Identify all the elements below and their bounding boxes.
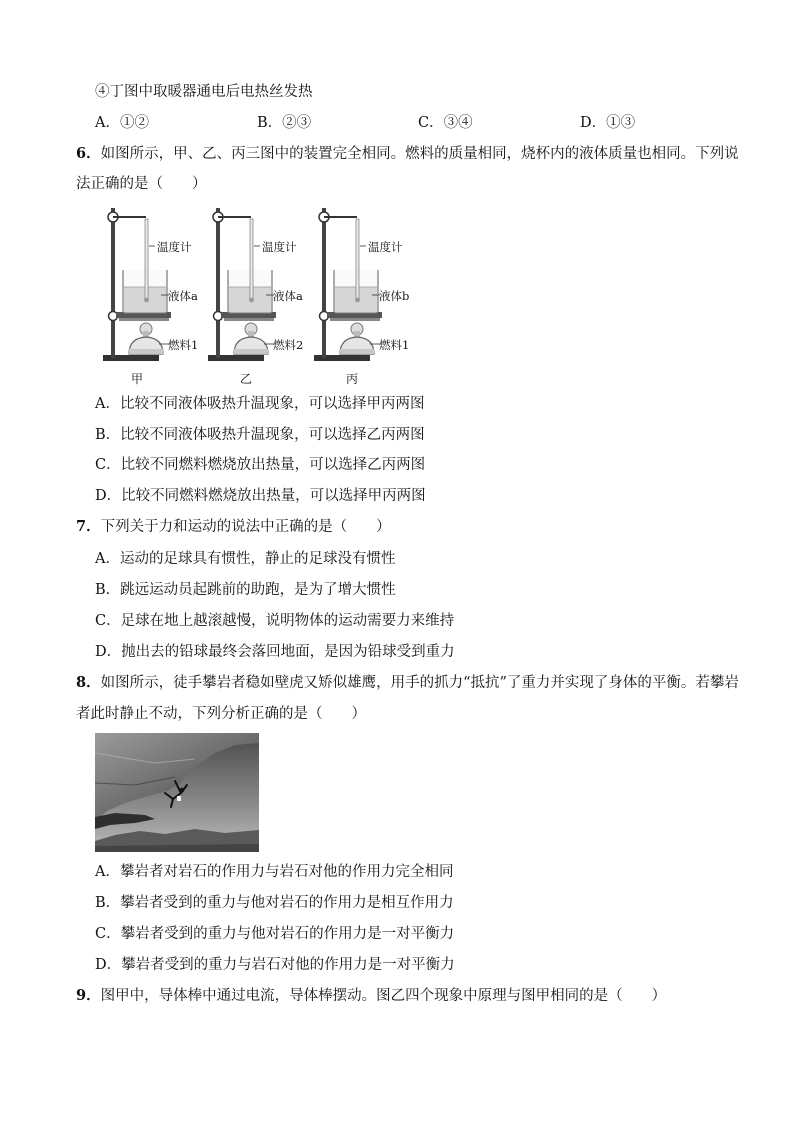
q7-option-d: D．抛出去的铅球最终会落回地面，是因为铅球受到重力: [95, 644, 455, 660]
q5-option-d: D．①③: [580, 115, 636, 131]
fuel-label-jia: 燃料1: [168, 338, 199, 352]
rock-climber-photo: [95, 733, 259, 852]
caption-jia: 甲: [131, 372, 144, 386]
q6-stem-text: 如图所示，甲、乙、丙三图中的装置完全相同。燃料的质量相同，烧杯内的液体质量也相同。下列说: [100, 146, 739, 162]
q9-stem-text: 图甲中，导体棒中通过电流，导体棒摆动。图乙四个现象中原理与图甲相同的是（ ）: [100, 988, 667, 1004]
apparatus-yi: [208, 208, 276, 361]
thermometer-label-yi: 温度计: [262, 240, 297, 254]
fuel-label-bing: 燃料1: [379, 338, 410, 352]
q6-option-c: C．比较不同燃料燃烧放出热量，可以选择乙丙两图: [95, 457, 426, 473]
fuel-label-yi: 燃料2: [273, 338, 304, 352]
q5-option-c: C．③④: [418, 115, 473, 131]
q5-item-4: ④丁图中取暖器通电后电热丝发热: [95, 84, 313, 100]
q6-apparatus-figure: [95, 198, 425, 390]
q7-option-c: C．足球在地上越滚越慢，说明物体的运动需要力来维持: [95, 613, 455, 629]
q9-stem: [76, 986, 666, 1006]
q6-option-a: A．比较不同液体吸热升温现象，可以选择甲丙两图: [95, 396, 425, 412]
q8-option-c: C．攀岩者受到的重力与他对岩石的作用力是一对平衡力: [95, 926, 455, 942]
q7-number: 7．: [76, 518, 101, 535]
q7-option-a: A．运动的足球具有惯性，静止的足球没有惯性: [95, 551, 396, 567]
q6-stem-line1: [76, 144, 739, 164]
q6-stem-line2: 法正确的是（ ）: [76, 176, 207, 192]
q7-option-b: B．跳远运动员起跳前的助跑，是为了增大惯性: [95, 582, 396, 598]
q5-options: [95, 113, 735, 133]
q8-number: 8．: [76, 674, 101, 691]
q6-number: 6．: [76, 145, 101, 162]
q9-number: 9．: [76, 987, 101, 1004]
apparatus-bing: [314, 208, 382, 361]
thermometer-label-jia: 温度计: [157, 240, 192, 254]
q8-stem-text: 如图所示，徒手攀岩者稳如壁虎又矫似雄鹰，用手的抓力“抵抗”了重力并实现了身体的平衡。若攀岩: [100, 675, 739, 691]
q6-option-b: B．比较不同液体吸热升温现象，可以选择乙丙两图: [95, 427, 425, 443]
q5-option-b: B．②③: [257, 115, 312, 131]
q6-option-d: D．比较不同燃料燃烧放出热量，可以选择甲丙两图: [95, 488, 426, 504]
liquid-label-yi: 液体a: [273, 289, 303, 303]
q5-option-a: A．①②: [95, 115, 149, 131]
apparatus-diagram: [95, 198, 425, 390]
q8-option-a: A．攀岩者对岩石的作用力与岩石对他的作用力完全相同: [95, 864, 454, 880]
caption-yi: 乙: [240, 372, 253, 386]
liquid-label-jia: 液体a: [168, 289, 198, 303]
caption-bing: 丙: [346, 372, 359, 386]
q8-stem-line2: 者此时静止不动，下列分析正确的是（ ）: [76, 706, 366, 722]
q8-option-d: D．攀岩者受到的重力与岩石对他的作用力是一对平衡力: [95, 957, 455, 973]
apparatus-jia: [103, 208, 171, 361]
q8-stem-line1: [76, 673, 739, 693]
liquid-label-bing: 液体b: [379, 289, 410, 303]
thermometer-label-bing: 温度计: [368, 240, 403, 254]
q7-stem-text: 下列关于力和运动的说法中正确的是（ ）: [100, 519, 391, 535]
q8-option-b: B．攀岩者受到的重力与他对岩石的作用力是相互作用力: [95, 895, 454, 911]
q7-stem: [76, 517, 391, 537]
